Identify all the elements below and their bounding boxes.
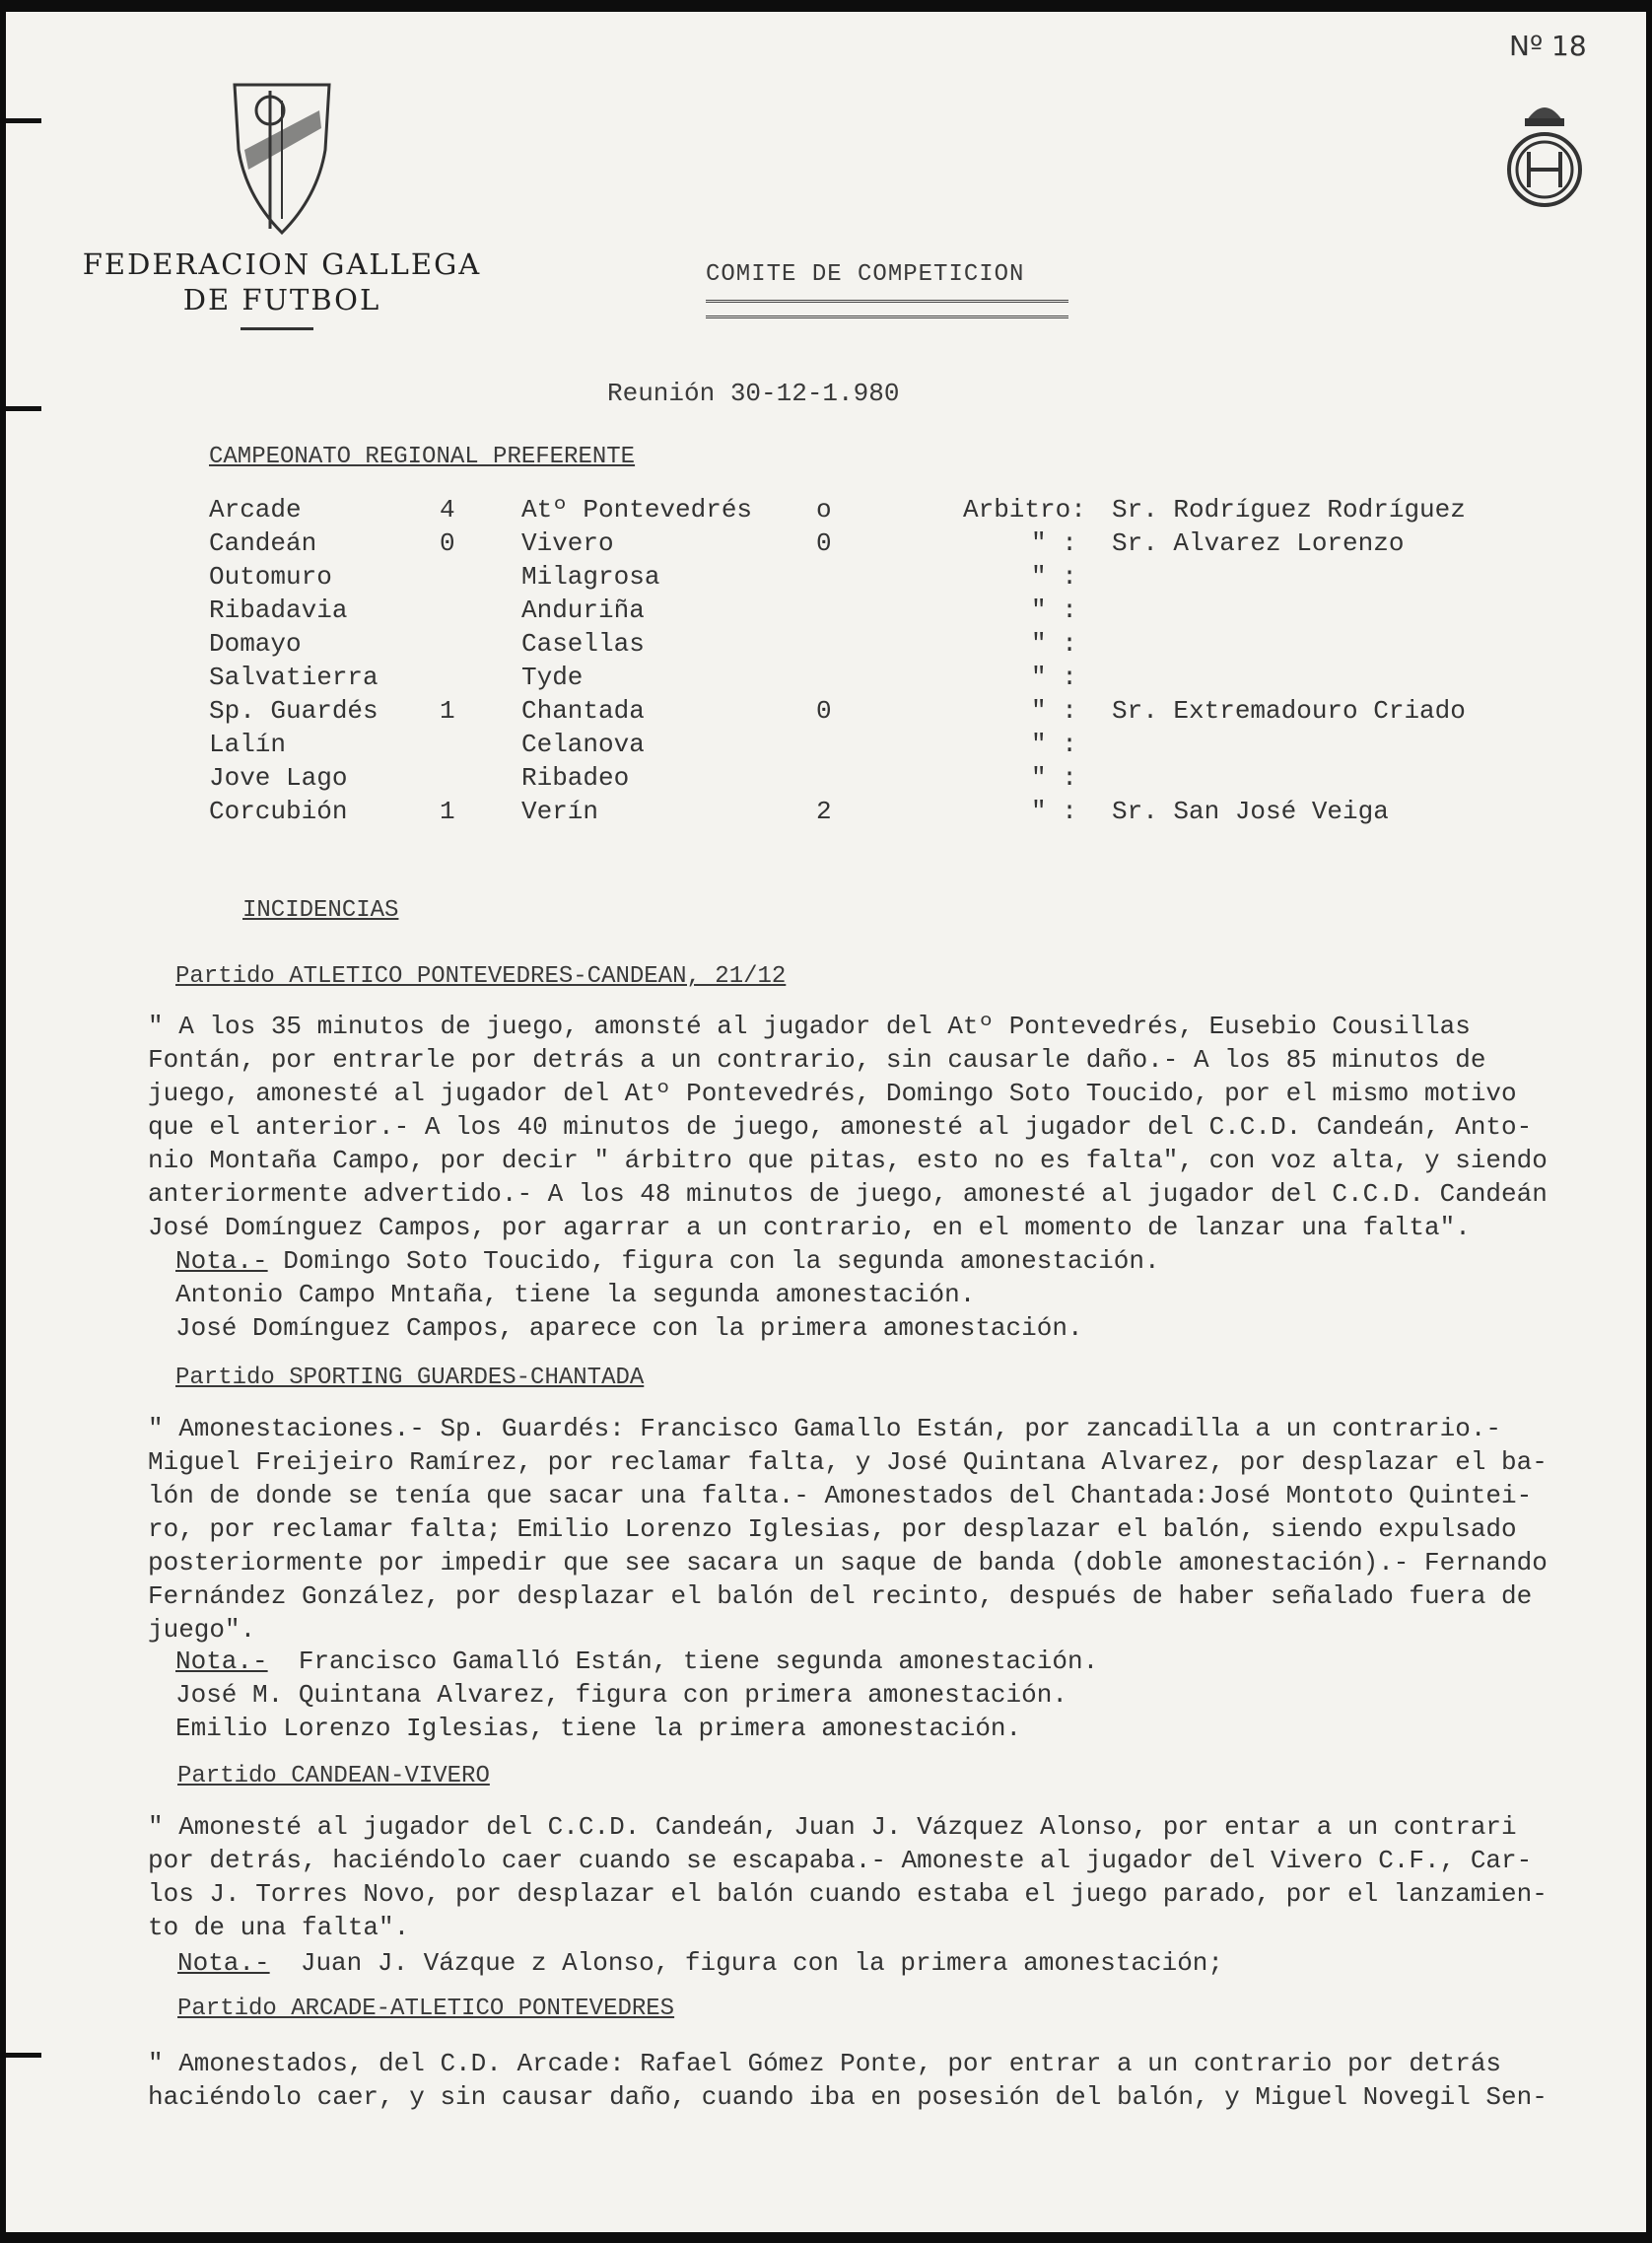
away-team: Milagrosa xyxy=(521,562,660,592)
referee-label: " : xyxy=(1031,730,1077,759)
result-row xyxy=(6,797,1646,830)
match-note xyxy=(175,1645,1644,1745)
away-team: Verín xyxy=(521,797,599,826)
report-line: " Amonestados, del C.D. Arcade: Rafael Gómez Ponte, por entrar a un contrario por detrás xyxy=(148,2049,1502,2078)
away-score: o xyxy=(816,495,832,525)
referee-label: " : xyxy=(1031,696,1077,726)
match-title: Partido SPORTING GUARDES-CHANTADA xyxy=(175,1365,645,1391)
report-line: anteriormente advertido.- A los 48 minutos de juego, amonesté al jugador del C.C.D. Candeán xyxy=(148,1179,1548,1209)
report-line: ro, por reclamar falta; Emilio Lorenzo Iglesias, por desplazar el balón, siendo expulsado xyxy=(148,1514,1517,1544)
federation-name-line2: DE FUTBOL xyxy=(182,283,381,316)
away-team: Chantada xyxy=(521,696,645,726)
away-team: Vivero xyxy=(521,528,614,558)
home-team: Ribadavia xyxy=(209,596,348,625)
referee-label: " : xyxy=(1031,797,1077,826)
note-line: Antonio Campo Mntaña, tiene la segunda amonestación. xyxy=(175,1280,976,1309)
home-team: Outomuro xyxy=(209,562,332,592)
away-team: Celanova xyxy=(521,730,645,759)
home-team: Sp. Guardés xyxy=(209,696,379,726)
home-score: 4 xyxy=(440,495,455,525)
away-score: 0 xyxy=(816,696,832,726)
referee-name: Sr. San José Veiga xyxy=(1112,797,1389,826)
report-line: nio Montaña Campo, por decir " árbitro que pitas, esto no es falta", con voz alta, y siendo xyxy=(148,1146,1548,1175)
referee-label: " : xyxy=(1031,663,1077,692)
note-line: Juan J. Vázque z Alonso, figura con la primera amonestación; xyxy=(300,1948,1223,1978)
report-line: juego". xyxy=(148,1615,256,1645)
binder-mark xyxy=(6,2053,41,2058)
match-report xyxy=(148,1810,1646,1944)
home-team: Jove Lago xyxy=(209,763,348,793)
note-label: Nota.- xyxy=(175,1246,268,1276)
away-team: Casellas xyxy=(521,629,645,659)
report-line: haciéndolo caer, y sin causar daño, cuando iba en posesión del balón, y Miguel Novegil Sen- xyxy=(148,2082,1548,2112)
result-row xyxy=(6,562,1646,596)
report-line: to de una falta". xyxy=(148,1913,410,1942)
result-row xyxy=(6,696,1646,730)
report-line: " Amonesté al jugador del C.C.D. Candeán, Juan J. Vázquez Alonso, por entar a un contrari xyxy=(148,1812,1517,1842)
referee-label: " : xyxy=(1031,629,1077,659)
match-report xyxy=(148,1010,1646,1244)
referee-name: Sr. Alvarez Lorenzo xyxy=(1112,528,1405,558)
result-row xyxy=(6,528,1646,562)
home-team: Salvatierra xyxy=(209,663,379,692)
match-report xyxy=(148,1412,1646,1647)
match-title: Partido CANDEAN-VIVERO xyxy=(177,1763,490,1789)
home-team: Candeán xyxy=(209,528,317,558)
match-note xyxy=(177,1946,1646,1980)
referee-label: " : xyxy=(1031,528,1077,558)
referee-label: Arbitro: xyxy=(963,495,1086,525)
home-score: 1 xyxy=(440,696,455,726)
report-line: posteriormente por impedir que see sacara un saque de banda (doble amonestación).- Fernando xyxy=(148,1548,1548,1577)
federation-shield-logo xyxy=(231,81,333,237)
report-line: los J. Torres Novo, por desplazar el balón cuando estaba el juego parado, por el lanzamien- xyxy=(148,1879,1548,1909)
note-line: Emilio Lorenzo Iglesias, tiene la primera amonestación. xyxy=(175,1714,1022,1743)
result-row xyxy=(6,596,1646,629)
home-team: Corcubión xyxy=(209,797,348,826)
championship-title: CAMPEONATO REGIONAL PREFERENTE xyxy=(209,444,636,470)
report-line: José Domínguez Campos, por agarrar a un contrario, en el momento de lanzar una falta". xyxy=(148,1213,1471,1242)
report-line: juego, amonesté al jugador del Atº Pontevedrés, Domingo Soto Toucido, por el mismo motivo xyxy=(148,1079,1517,1108)
result-row xyxy=(6,629,1646,663)
away-score: 0 xyxy=(816,528,832,558)
result-row xyxy=(6,663,1646,696)
report-line: Miguel Freijeiro Ramírez, por reclamar falta, y José Quintana Alvarez, por desplazar el ba- xyxy=(148,1447,1548,1477)
result-row xyxy=(6,495,1646,528)
document-page xyxy=(6,12,1646,2232)
home-team: Lalín xyxy=(209,730,287,759)
note-line: José Domínguez Campos, aparece con la primera amonestación. xyxy=(175,1313,1083,1343)
federation-name-line1: FEDERACION GALLEGA xyxy=(82,247,482,281)
referee-name: Sr. Extremadouro Criado xyxy=(1112,696,1466,726)
report-line: " Amonestaciones.- Sp. Guardés: Francisco Gamallo Están, por zancadilla a un contrario.- xyxy=(148,1414,1502,1443)
match-title: Partido ARCADE-ATLETICO PONTEVEDRES xyxy=(177,1996,675,2022)
result-row xyxy=(6,730,1646,763)
federation-name xyxy=(75,246,489,317)
note-label: Nota.- xyxy=(177,1948,270,1978)
referee-label: " : xyxy=(1031,763,1077,793)
note-line: Francisco Gamalló Están, tiene segunda amonestación. xyxy=(298,1647,1099,1676)
home-score: 0 xyxy=(440,528,455,558)
report-line: Fontán, por entrarle por detrás a un contrario, sin causarle daño.- A los 85 minutos de xyxy=(148,1045,1486,1075)
match-title: Partido ATLETICO PONTEVEDRES-CANDEAN, 21/12 xyxy=(175,963,787,990)
home-team: Arcade xyxy=(209,495,302,525)
note-line: José M. Quintana Alvarez, figura con primera amonestación. xyxy=(175,1680,1067,1710)
report-line: por detrás, haciéndolo caer cuando se escapaba.- Amoneste al jugador del Vivero C.F., Car- xyxy=(148,1846,1533,1875)
match-note xyxy=(175,1244,1644,1345)
away-team: Anduriña xyxy=(521,596,645,625)
note-line: Domingo Soto Toucido, figura con la segunda amonestación. xyxy=(283,1246,1160,1276)
report-line: que el anterior.- A los 40 minutos de juego, amonesté al jugador del C.C.D. Candeán, Anto- xyxy=(148,1112,1533,1142)
away-team: Tyde xyxy=(521,663,584,692)
binder-mark xyxy=(6,118,41,123)
away-team: Atº Pontevedrés xyxy=(521,495,753,525)
match-report xyxy=(148,2047,1646,2114)
referee-label: " : xyxy=(1031,596,1077,625)
away-team: Ribadeo xyxy=(521,763,630,793)
page-number: Nº 18 xyxy=(1509,30,1587,62)
report-line: Fernández González, por desplazar el balón del recinto, después de haber señalado fuera de xyxy=(148,1581,1533,1611)
federation-name-rule xyxy=(241,327,313,330)
result-row xyxy=(6,763,1646,797)
incidencias-title: INCIDENCIAS xyxy=(242,897,399,924)
report-line: lón de donde se tenía que sacar una falta.- Amonestados del Chantada:José Montoto Quintei- xyxy=(148,1481,1533,1510)
away-score: 2 xyxy=(816,797,832,826)
committee-title: COMITE DE COMPETICION xyxy=(706,261,1025,288)
home-score: 1 xyxy=(440,797,455,826)
home-team: Domayo xyxy=(209,629,302,659)
referee-name: Sr. Rodríguez Rodríguez xyxy=(1112,495,1466,525)
referee-label: " : xyxy=(1031,562,1077,592)
committee-title-rule xyxy=(706,300,1068,318)
binder-mark xyxy=(6,406,41,411)
rfef-crest-logo xyxy=(1499,93,1590,211)
note-label: Nota.- xyxy=(175,1647,268,1676)
meeting-date: Reunión 30-12-1.980 xyxy=(607,379,900,408)
report-line: " A los 35 minutos de juego, amonsté al jugador del Atº Pontevedrés, Eusebio Cousillas xyxy=(148,1012,1471,1041)
